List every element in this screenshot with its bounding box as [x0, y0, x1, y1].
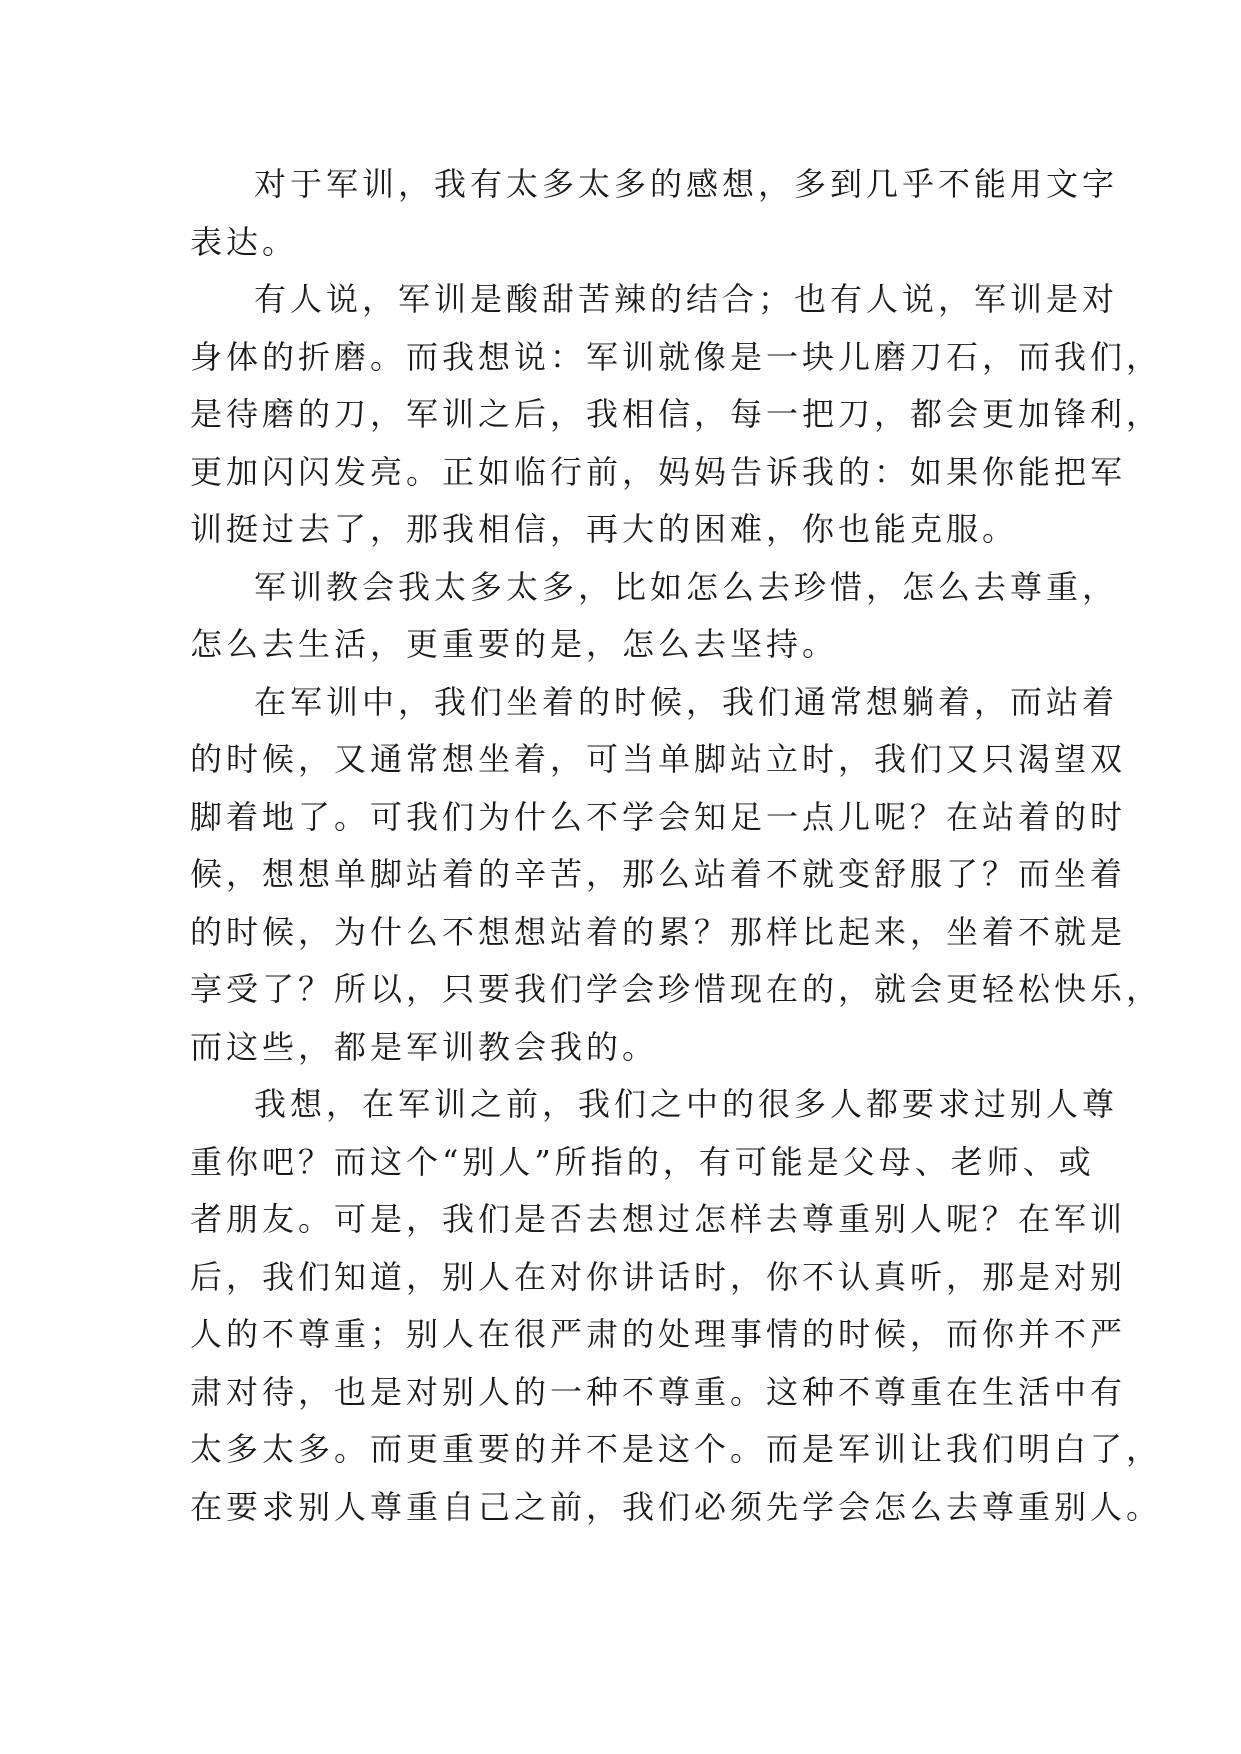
text-line: 太多太多。而更重要的并不是这个。而是军训让我们明白了， [190, 1430, 1163, 1468]
text-line: 在军训中，我们坐着的时候，我们通常想躺着，而站着 [254, 682, 1119, 721]
text-line: 更加闪闪发亮。正如临行前，妈妈告诉我的：如果你能把军 [190, 452, 1127, 491]
paragraph-5 [190, 1076, 1163, 1536]
text-line: 我想，在军训之前，我们之中的很多人都要求过别人尊 [254, 1085, 1119, 1123]
essay-body [190, 156, 1163, 1536]
text-line: 的时候，为什么不想想站着的累？那样比起来，坐着不就是 [190, 912, 1127, 951]
text-line: 享受了？所以，只要我们学会珍惜现在的，就会更轻松快乐， [190, 970, 1163, 1008]
text-line: 表达。 [190, 222, 299, 261]
text-line: 肃对待，也是对别人的一种不尊重。这种不尊重在生活中有 [190, 1372, 1127, 1411]
text-line: 对于军训，我有太多太多的感想，多到几乎不能用文字 [254, 165, 1119, 203]
text-line: 身体的折磨。而我想说：军训就像是一块儿磨刀石，而我们， [190, 337, 1163, 376]
text-line: 人的不尊重；别人在很严肃的处理事情的时候，而你并不严 [190, 1315, 1127, 1353]
text-line: 怎么去生活，更重要的是，怎么去坚持。 [190, 625, 839, 663]
text-line: 军训教会我太多太多，比如怎么去珍惜，怎么去尊重， [254, 567, 1119, 606]
text-line: 而这些，都是军训教会我的。 [190, 1027, 659, 1066]
paragraph-1 [190, 156, 1119, 271]
paragraph-4 [190, 674, 1163, 1077]
text-line: 后，我们知道，别人在对你讲话时，你不认真听，那是对别 [190, 1257, 1127, 1296]
paragraph-3 [190, 559, 1119, 674]
text-line: 训挺过去了，那我相信，再大的困难，你也能克服。 [190, 510, 1019, 548]
paragraph-2 [190, 271, 1163, 559]
text-line: 者朋友。可是，我们是否去想过怎样去尊重别人呢？在军训 [190, 1200, 1127, 1238]
text-line: 脚着地了。可我们为什么不学会知足一点儿呢？在站着的时 [190, 797, 1127, 836]
text-line: 在要求别人尊重自己之前，我们必须先学会怎么去尊重别人。 [190, 1487, 1163, 1526]
text-line: 有人说，军训是酸甜苦辣的结合；也有人说，军训是对 [254, 280, 1119, 318]
text-line: 是待磨的刀，军训之后，我相信，每一把刀，都会更加锋利， [190, 395, 1163, 433]
text-line: 重你吧？而这个“别人”所指的，有可能是父母、老师、或 [190, 1142, 1095, 1181]
text-line: 候，想想单脚站着的辛苦，那么站着不就变舒服了？而坐着 [190, 855, 1127, 893]
text-line: 的时候，又通常想坐着，可当单脚站立时，我们又只渴望双 [190, 740, 1127, 778]
